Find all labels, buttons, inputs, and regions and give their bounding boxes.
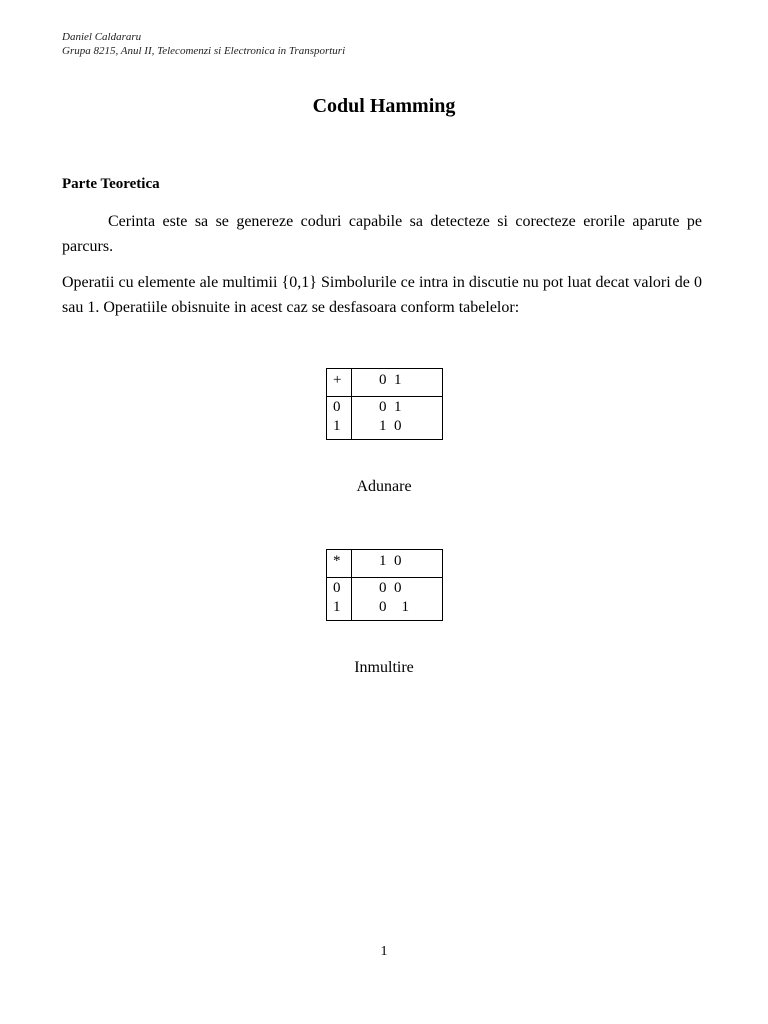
header-values-cell: [352, 369, 442, 396]
document-title: Codul Hamming: [312, 95, 456, 117]
table-body: [327, 397, 442, 439]
row-label: 1: [333, 599, 341, 615]
row-label: 0: [333, 399, 341, 415]
operator-cell: *: [327, 550, 352, 577]
header-group: Grupa 8215, Anul II, Telecomenzi si Electronica in Transporturi: [62, 45, 346, 57]
paragraph-operations: Operatii cu elemente ale multimii {0,1} Simbolurile ce intra in discutie nu pot luat decat valori de 0 sau 1. Operatiile obisnuite in acest caz se desfasoara conform tabelelor:: [62, 274, 702, 316]
paragraph-requirement: Cerinta este sa se genereze coduri capabile sa detecteze si corecteze erorile aparute pe parcurs.: [62, 213, 702, 255]
header-values: 1 0: [379, 553, 402, 569]
row-values-cell: [352, 397, 442, 439]
header-author: Daniel Caldararu: [62, 31, 142, 43]
header-values: 0 1: [379, 372, 402, 388]
row-label: 0: [333, 580, 341, 596]
operator-cell: +: [327, 369, 352, 396]
multiplication-caption: Inmultire: [354, 659, 414, 676]
section-heading: Parte Teoretica: [62, 176, 160, 192]
row-values: 0 0: [379, 580, 402, 596]
multiplication-table: [326, 549, 443, 621]
table-header-row: [327, 550, 442, 578]
row-values-cell: [352, 578, 442, 620]
row-values: 0 1: [379, 599, 409, 615]
row-labels-cell: [327, 578, 352, 620]
header-values-cell: [352, 550, 442, 577]
row-values: 1 0: [379, 418, 402, 434]
table-body: [327, 578, 442, 620]
row-values: 0 1: [379, 399, 402, 415]
addition-table: [326, 368, 443, 440]
row-label: 1: [333, 418, 341, 434]
table-header-row: [327, 369, 442, 397]
page-header: [62, 30, 345, 58]
addition-caption: Adunare: [356, 478, 412, 495]
page-number: 1: [380, 944, 388, 959]
row-labels-cell: [327, 397, 352, 439]
